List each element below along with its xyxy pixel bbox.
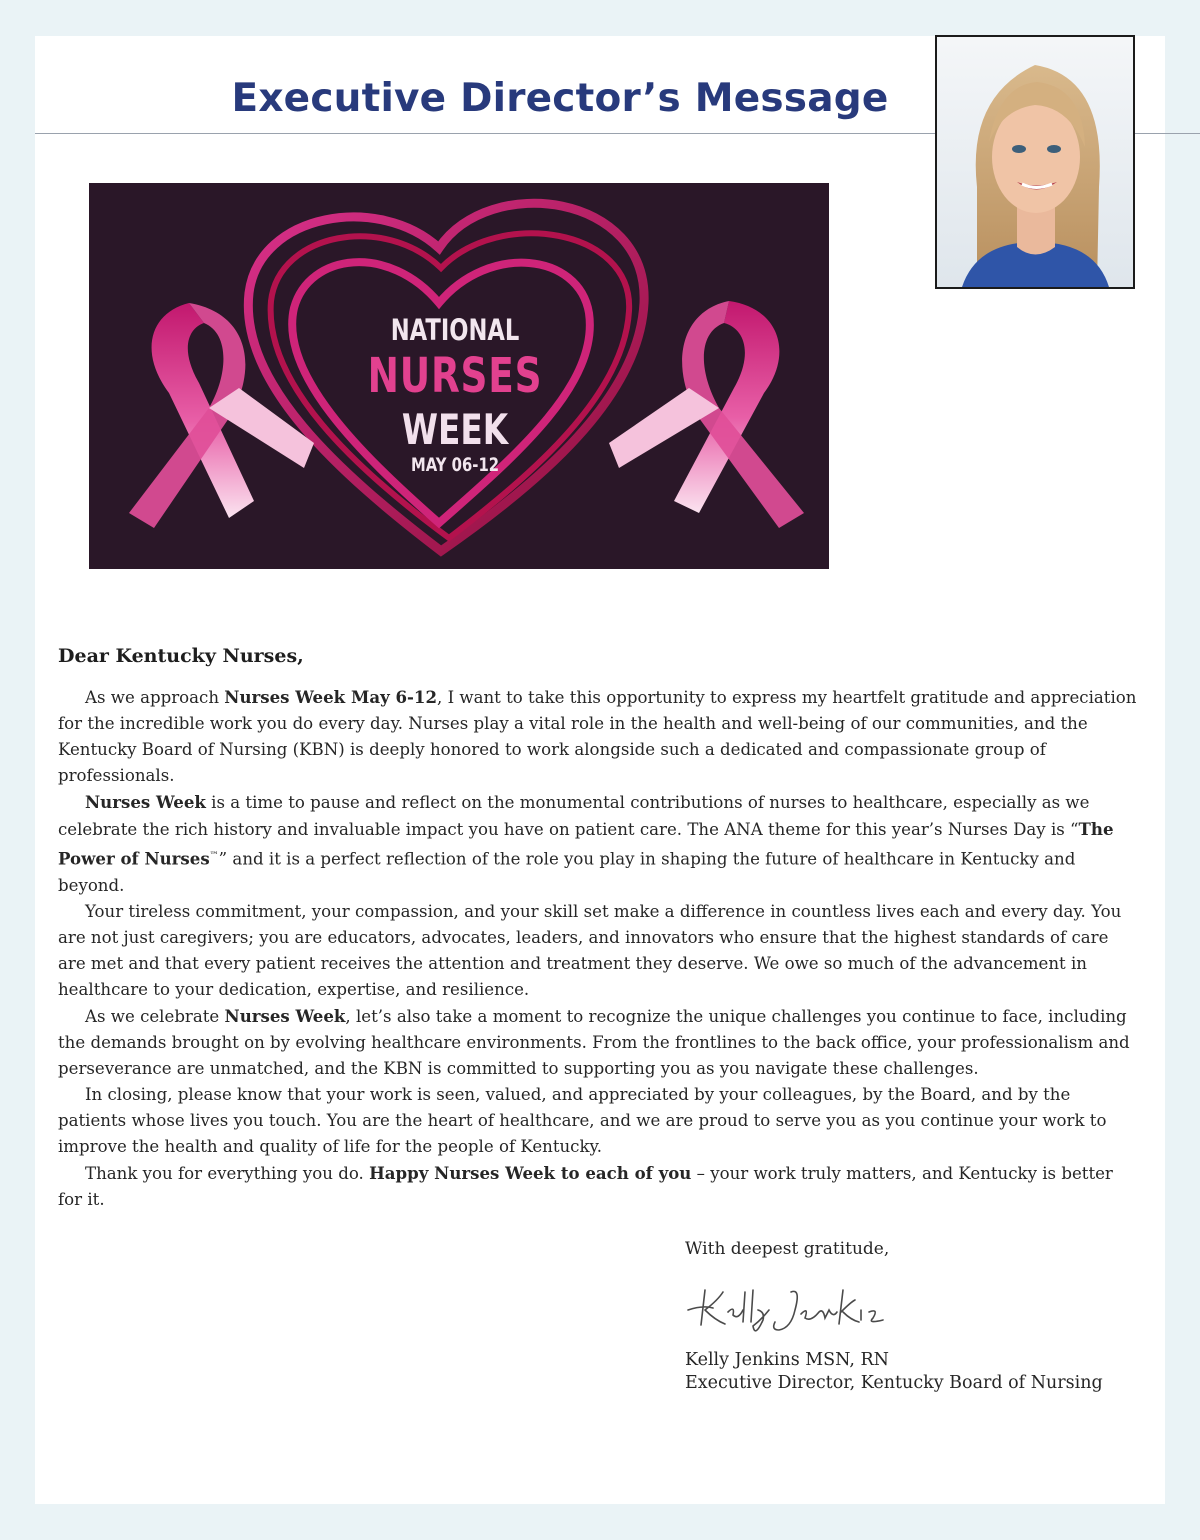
signature-scribble <box>683 1280 893 1340</box>
bold-run: The Power of Nurses <box>58 819 1114 869</box>
letter-paragraph-4 <box>58 1003 1138 1082</box>
signer-title: Executive Director, Kentucky Board of Nursing <box>685 1373 1103 1393</box>
letter-paragraph-3: Your tireless commitment, your compassion, and your skill set make a difference in countless lives each and every day. You are not just caregivers; you are educators, advocates, leaders, and innovators who ensure that the highest standards of care are met and that every patient receives the attention and treatment they deserve. We owe so much of the advancement in healthcare to your dedication, expertise, and resilience. <box>58 901 1122 999</box>
portrait-illustration <box>937 37 1133 287</box>
bold-run: Nurses Week <box>85 792 206 812</box>
bold-run: Nurses Week <box>224 1005 346 1026</box>
banner-line-national: NATIONAL <box>390 313 520 347</box>
letter-closing: With deepest gratitude, <box>685 1239 890 1259</box>
text-run: As we celebrate <box>85 1006 225 1026</box>
text-run: , let’s also take a moment to recognize the unique challenges you continue to face, including the demands brought on by evolving healthcare environments. From the frontlines to the back office, your professionalism and perseverance are unmatched, and the KBN is committed to supporting you as you navigate these challenges. <box>58 1006 1130 1078</box>
text-run: ” and it is a perfect reflection of the role you play in shaping the future of healthcare in Kentucky and beyond. <box>58 849 1076 895</box>
text-run: As we approach <box>85 688 225 707</box>
letter-paragraph-1 <box>58 684 1138 789</box>
text-run: is a time to pause and reflect on the monumental contributions of nurses to healthcare, especially as we celebrate the rich history and invaluable impact you have on patient care. The ANA theme for this year’s Nurses Day is “ <box>58 793 1090 839</box>
text-run: Thank you for everything you do. <box>85 1163 370 1183</box>
bold-run: Happy Nurses Week to each of you <box>369 1162 692 1183</box>
text-run: – your work truly matters, and Kentucky is better for it. <box>58 1163 1113 1209</box>
letter-paragraph-2 <box>58 789 1138 899</box>
banner-line-dates: MAY 06-12 <box>410 454 500 476</box>
signer-block <box>685 1349 1103 1395</box>
text-run: , I want to take this opportunity to express my heartfelt gratitude and appreciation for the incredible work you do every day. Nurses play a vital role in the health and well-being of our communities, and the Kentucky Board of Nursing (KBN) is deeply honored to work alongside such a dedicated and compassionate group of professionals. <box>58 688 1137 785</box>
trademark-symbol: ™ <box>209 851 219 861</box>
nurses-week-banner <box>89 183 829 569</box>
handwritten-signature <box>683 1280 893 1340</box>
letter-body <box>58 684 1138 1213</box>
letter-paragraph-6 <box>58 1160 1138 1213</box>
banner-line-nurses: NURSES <box>367 348 543 404</box>
signer-name: Kelly Jenkins MSN, RN <box>685 1350 889 1370</box>
director-portrait <box>935 35 1135 289</box>
letter-salutation: Dear Kentucky Nurses, <box>58 645 304 667</box>
page-title: Executive Director’s Message <box>231 76 889 121</box>
letter-paragraph-5: In closing, please know that your work is seen, valued, and appreciated by your colleagues, by the Board, and by the patients whose lives you touch. You are the heart of healthcare, and we are proud to serve you as you continue your work to improve the health and quality of life for the people of Kentucky. <box>58 1084 1107 1156</box>
bold-run: Nurses Week May 6-12 <box>224 687 438 707</box>
banner-line-week: WEEK <box>401 405 509 454</box>
